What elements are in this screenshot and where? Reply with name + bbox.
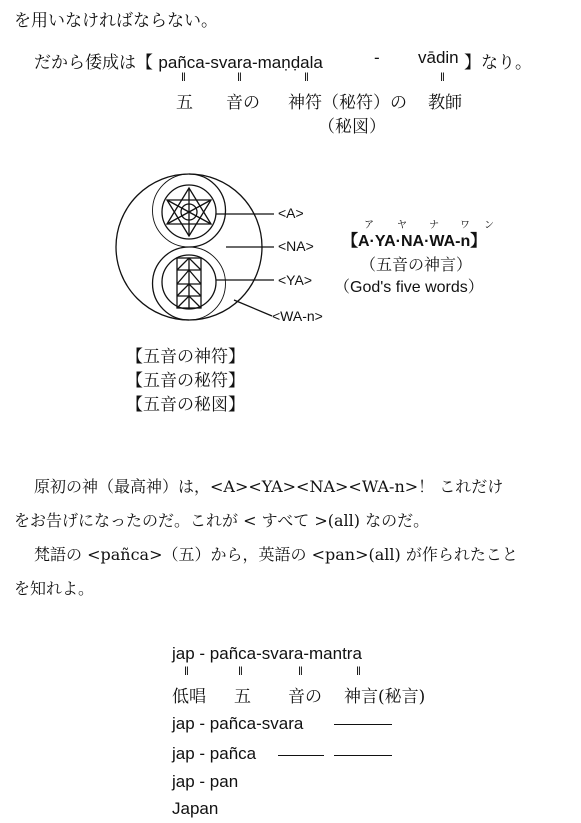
equals-mark: ‖ — [356, 664, 361, 678]
gloss-hizu: （秘図） — [318, 117, 386, 137]
five-words-sub-en: （God's five words） — [334, 279, 484, 296]
dash: - — [374, 48, 380, 67]
para-2-line-1: 梵語の <pañca>（五）から，英語の <pan>(all) が作られたこと — [34, 545, 518, 564]
gloss-shinpu: 神符（秘符）の — [288, 93, 407, 113]
intro-line-2-suffix: 】なり。 — [464, 53, 532, 73]
ruby-na: ナ — [429, 220, 439, 231]
leader-wan — [234, 300, 272, 316]
equals-mark: ‖ — [237, 70, 242, 84]
five-words-heading: 【A·YA·NA·WA-n】 — [342, 233, 487, 250]
gloss-go: 五 — [176, 93, 193, 113]
intro-line-1: を用いなければならない。 — [14, 11, 218, 31]
ruby-a: ア — [364, 220, 374, 231]
para-2-line-2: を知れよ。 — [14, 579, 95, 598]
equals-mark: ‖ — [440, 70, 445, 84]
caption-hizu: 【五音の秘図】 — [126, 395, 245, 415]
gloss-go-2: 五 — [234, 687, 251, 707]
etymology-line-3: jap - pañca-svara — [172, 714, 304, 733]
label-wan: <WA-n> — [272, 308, 323, 324]
five-words-sub-ja: （五音の神言） — [360, 255, 473, 274]
ruby-wa: ワ — [460, 220, 470, 231]
para-1-line-1: 原初の神（最高神）は，<A><YA><NA><WA-n>！ これだけ — [34, 477, 504, 496]
etymology-line-5: jap - pan — [172, 772, 239, 791]
term-vadin: vādin — [418, 48, 459, 67]
gloss-shingen: 神言(秘言) — [344, 687, 426, 707]
label-ya: <YA> — [278, 272, 312, 288]
ruby-n: ン — [484, 220, 494, 231]
rule — [334, 755, 392, 756]
equals-mark: ‖ — [184, 664, 189, 678]
rule — [278, 755, 324, 756]
gloss-teisho: 低唱 — [172, 687, 206, 707]
equals-mark: ‖ — [181, 70, 186, 84]
equals-mark: ‖ — [238, 664, 243, 678]
ruby-ya: ヤ — [397, 220, 407, 231]
equals-mark: ‖ — [304, 70, 309, 84]
etymology-line-4: jap - pañca — [172, 744, 257, 763]
rule — [334, 724, 392, 725]
equals-mark: ‖ — [298, 664, 303, 678]
intro-line-2-prefix: だから倭成は【 — [34, 53, 159, 73]
label-a: <A> — [278, 205, 304, 221]
gloss-kyoshi: 教師 — [428, 93, 462, 113]
etymology-line-1: jap - pañca-svara-mantra — [172, 644, 362, 663]
intro-line-2 — [34, 48, 323, 73]
gloss-on: 音の — [226, 93, 260, 113]
term-pancasvaramandala: pañca-svara-maṇḍala — [158, 53, 323, 72]
gloss-on-2: 音の — [288, 687, 322, 707]
caption-hifu: 【五音の秘符】 — [126, 371, 245, 391]
caption-shinpu: 【五音の神符】 — [126, 347, 245, 367]
etymology-line-6: Japan — [172, 799, 219, 818]
label-na: <NA> — [278, 238, 314, 254]
para-1-line-2: をお告げになったのだ。これが < すべて >(all) なのだ。 — [14, 511, 430, 530]
